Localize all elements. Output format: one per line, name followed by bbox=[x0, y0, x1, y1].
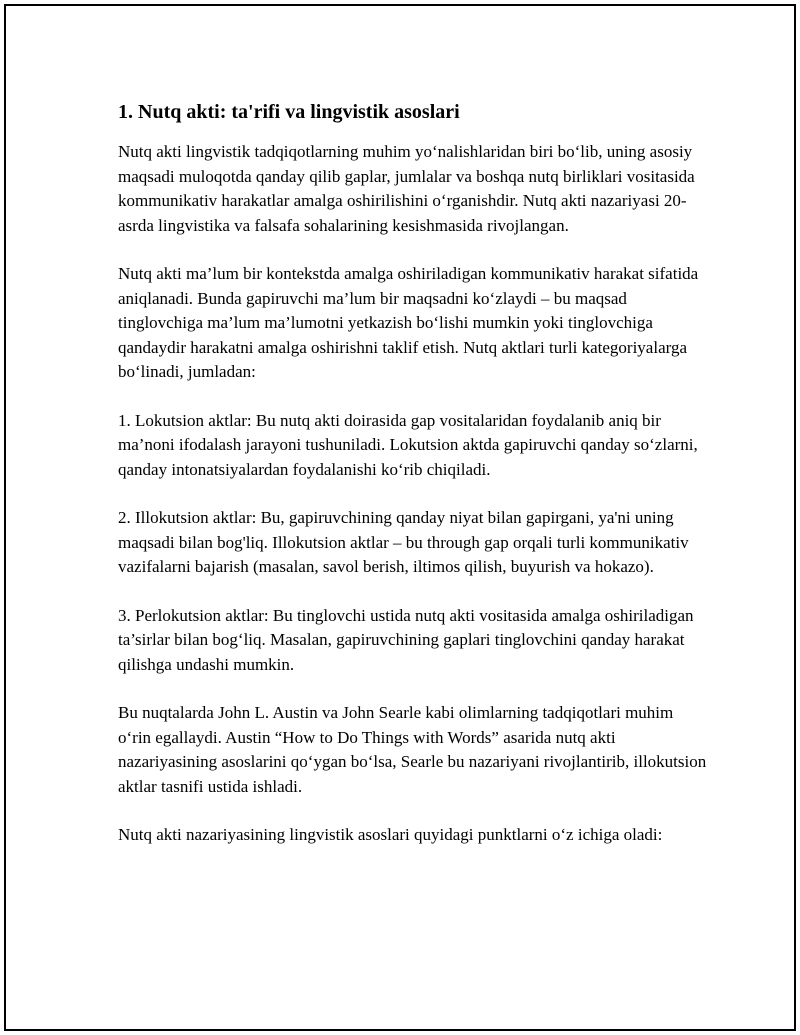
paragraph-illocutionary: 2. Illokutsion aktlar: Bu, gapiruvchining qanday niyat bilan gapirgani, ya'ni uning maqsadi bilan bog'liq. Illokutsion aktlar – bu through gap orqali turli kommunikativ vazifalarni bajarish (masalan, savol berish, iltimos qilish, buyurish va hokazo). bbox=[118, 508, 689, 576]
paragraph-linguistic-basis: Nutq akti nazariyasining lingvistik asoslari quyidagi punktlarni o‘z ichiga oladi: bbox=[118, 825, 663, 844]
paragraph-perlocutionary: 3. Perlokutsion aktlar: Bu tinglovchi ustida nutq akti vositasida amalga oshiriladigan ta’sirlar bilan bog‘liq. Masalan, gapiruvchining gaplari tinglovchini qanday harakat qilishga undashi mumkin. bbox=[118, 605, 694, 674]
page-frame bbox=[4, 4, 796, 1031]
paragraph-locutionary: 1. Lokutsion aktlar: Bu nutq akti doirasida gap vositalaridan foydalanib aniq bir ma’noni ifodalash jarayoni tushuniladi. Lokutsion aktda gapiruvchi qanday so‘zlarni, qanday intonatsiyalardan foydalanishi ko‘rib chiqiladi. bbox=[118, 410, 698, 479]
paragraph-austin-searle: Bu nuqtalarda John L. Austin va John Searle kabi olimlarning tadqiqotlari muhim o‘rin egallaydi. Austin “How to Do Things with Words” asarida nutq akti nazariyasining asoslarini qo‘ygan bo‘lsa, Searle bu nazariyani rivojlantirib, illokutsion aktlar tasnifi ustida ishladi. bbox=[118, 703, 707, 796]
paragraph-intro: Nutq akti lingvistik tadqiqotlarning muhim yo‘nalishlaridan biri bo‘lib, uning asosiy maqsadi muloqotda qanday qilib gaplar, jumlalar va boshqa nutq birliklari vositasida kommunikativ harakatlar amalga oshirilishini o‘rganishdir. Nutq akti nazariyasi 20-asrda lingvistika va falsafa sohalarining kesishmasida rivojlangan. bbox=[118, 142, 695, 235]
page-title: 1. Nutq akti: ta'rifi va lingvistik asoslari bbox=[118, 101, 460, 123]
paragraph-definition: Nutq akti ma’lum bir kontekstda amalga oshiriladigan kommunikativ harakat sifatida aniqlanadi. Bunda gapiruvchi ma’lum bir maqsadni ko‘zlaydi – bu maqsad tinglovchiga ma’lum ma’lumotni yetkazish bo‘lishi mumkin yoki tinglovchiga qandaydir harakatni amalga oshirishni taklif etish. Nutq aktlari turli kategoriyalarga bo‘linadi, jumladan: bbox=[118, 264, 699, 381]
document-body bbox=[118, 98, 708, 872]
